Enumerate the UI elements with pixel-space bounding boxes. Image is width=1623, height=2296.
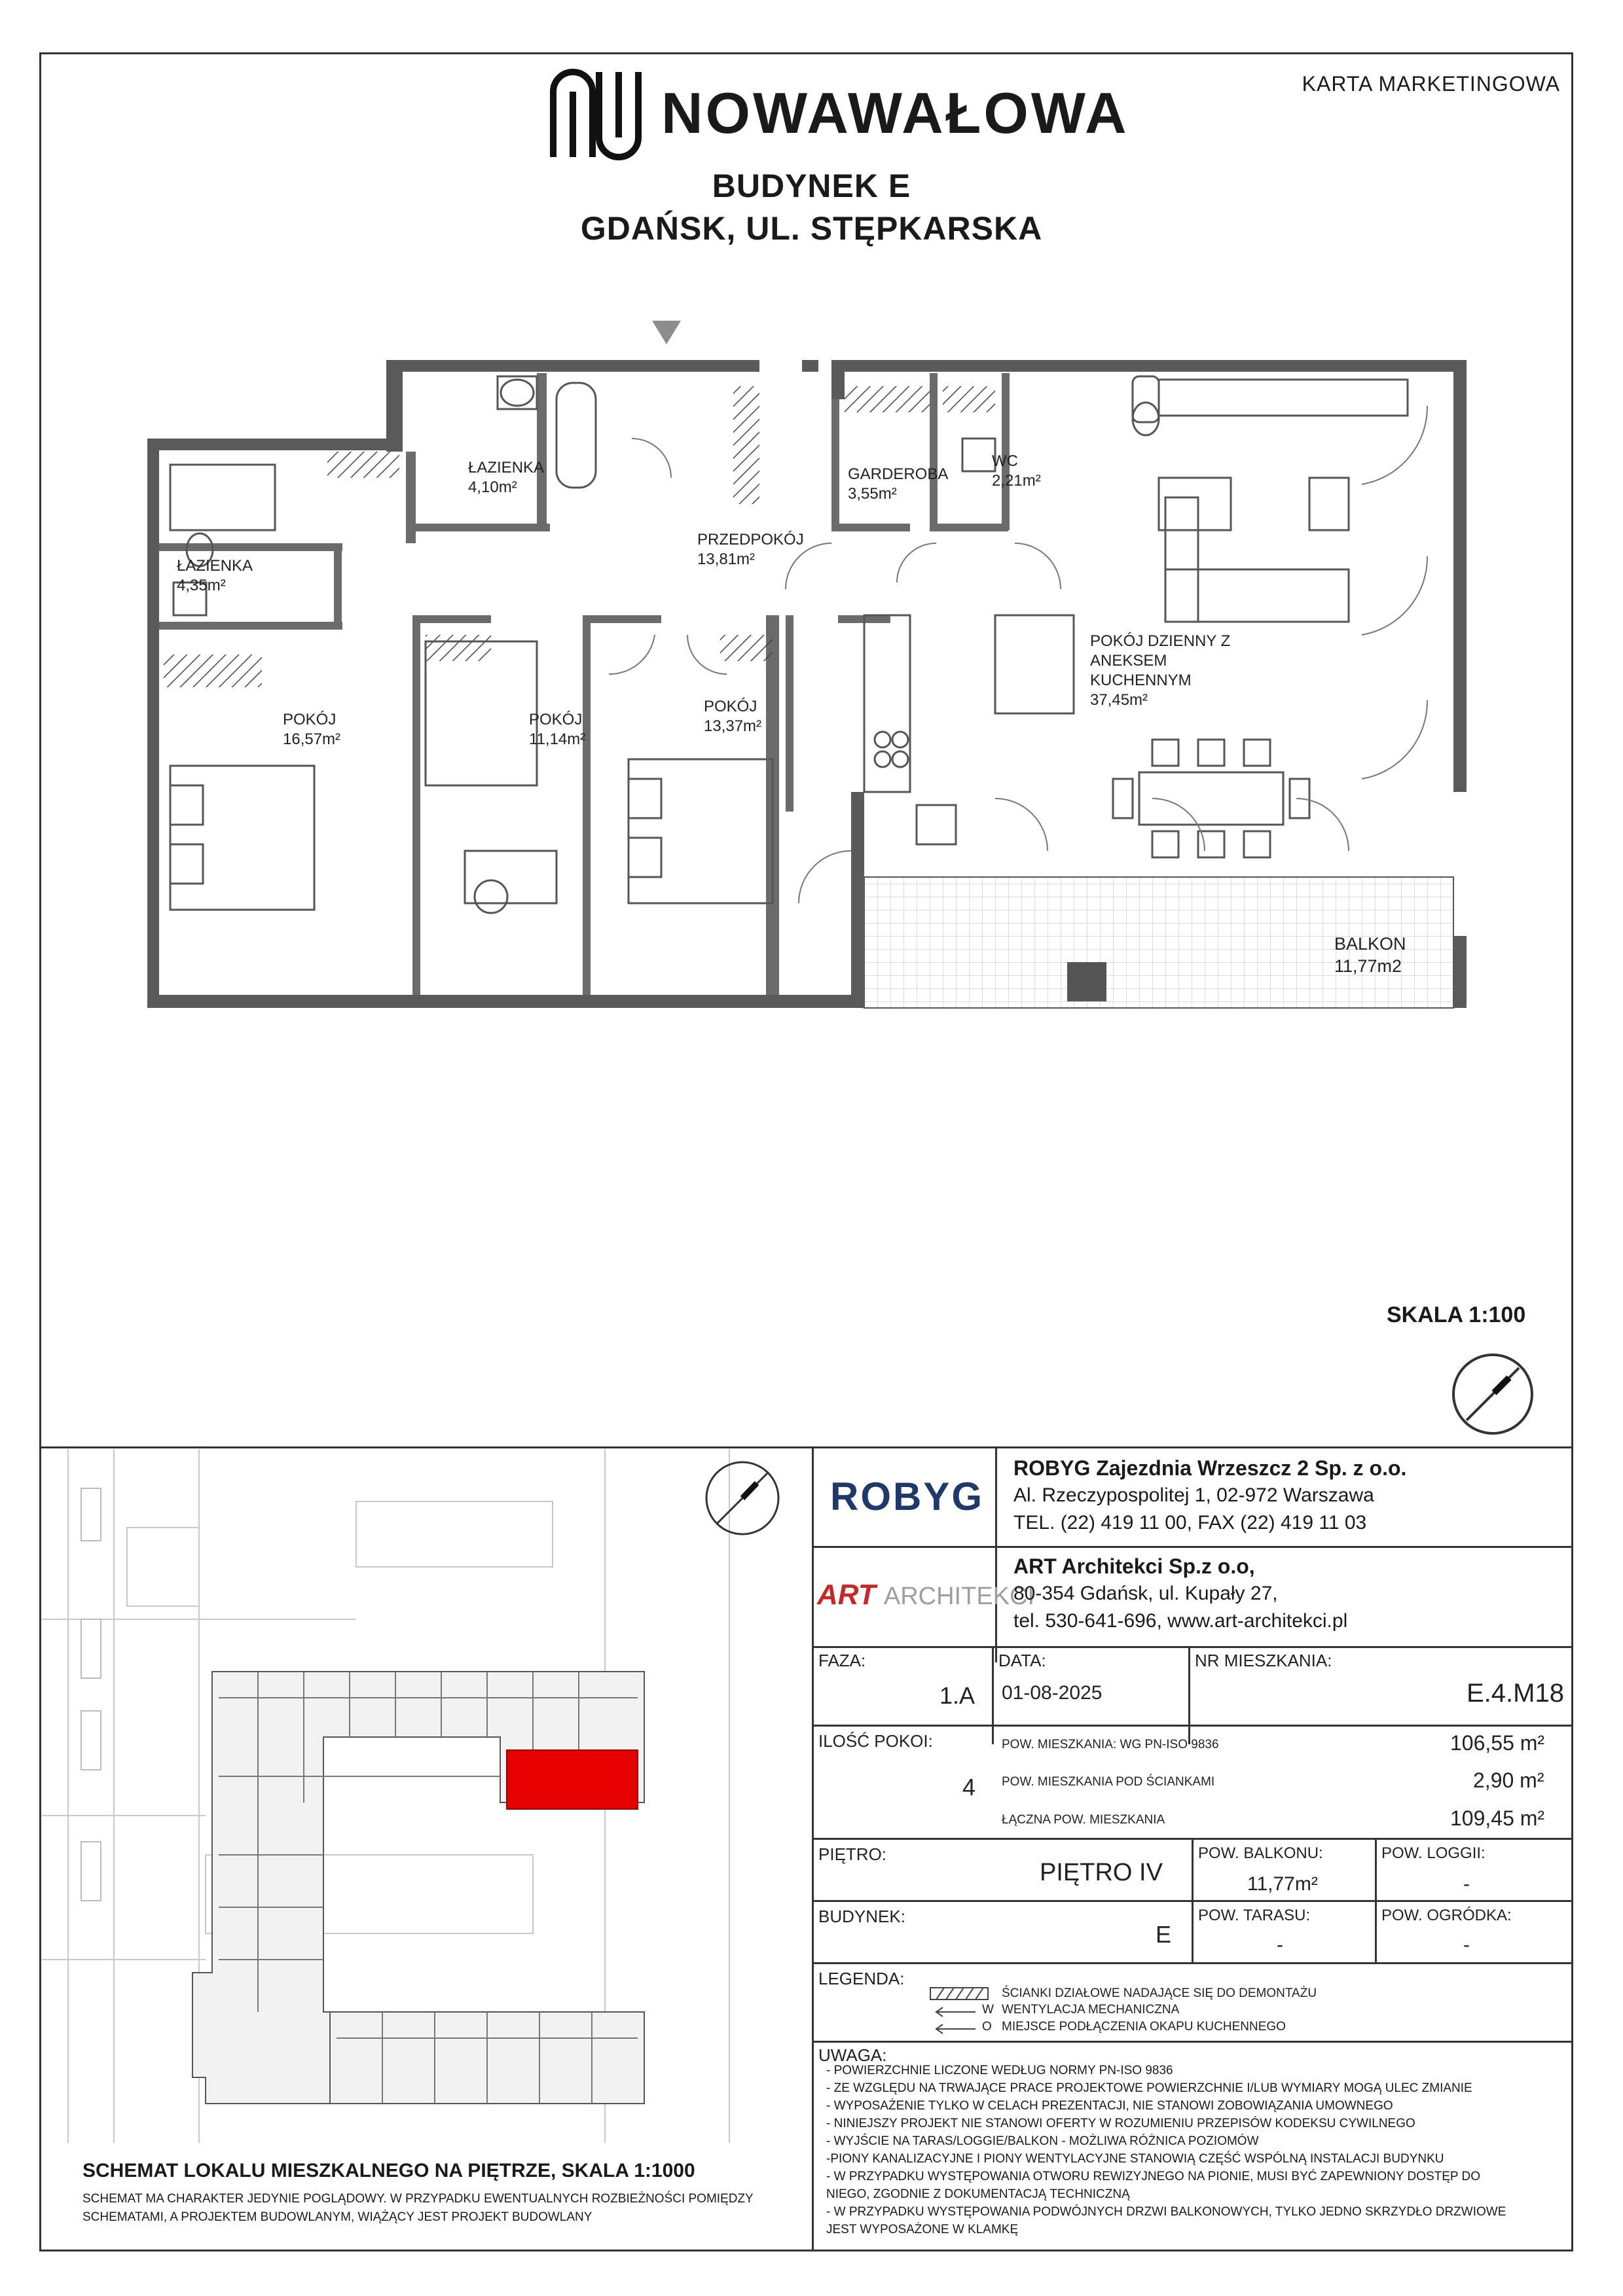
ogrodek-label: POW. OGRÓDKA: — [1381, 1907, 1512, 1924]
floor-plan — [144, 347, 1493, 1014]
pietro-value: PIĘTRO IV — [1040, 1859, 1163, 1886]
robyg-logo: ROBYG — [830, 1475, 985, 1518]
developer-name: ROBYG Zajezdnia Wrzeszcz 2 Sp. z o.o. — [1013, 1456, 1407, 1480]
room-label: GARDEROBA 3,55m² — [848, 465, 949, 503]
row-divider — [812, 1546, 1573, 1548]
developer-address: Al. Rzeczypospolitej 1, 02-972 Warszawa — [1013, 1484, 1374, 1506]
legend-title: LEGENDA: — [818, 1969, 905, 1988]
room-label: PRZEDPOKÓJ 13,81m² — [697, 531, 804, 568]
architect-name: ART Architekci Sp.z o.o, — [1013, 1554, 1255, 1578]
uwagi-line: - WYJŚCIE NA TARAS/LOGGIE/BALKON - MOŻLIWA RÓŻNICA POZIOMÓW — [826, 2134, 1259, 2148]
uwagi-line: - ZE WZGLĘDU NA TRWAJĄCE PRACE PROJEKTOWE POWIERZCHNIE I/LUB WYMIARY MOGĄ ULEC ZMIANIE — [826, 2081, 1472, 2095]
budynek-value: E — [1156, 1921, 1172, 1948]
room-label: POKÓJ DZIENNY Z ANEKSEM KUCHENNYM 37,45m² — [1090, 632, 1231, 709]
pow3-value: 109,45 m² — [1450, 1806, 1545, 1830]
balkon-value: 11,77m² — [1247, 1873, 1318, 1895]
brand-logo-icon — [540, 65, 651, 164]
legend-w: W — [982, 2003, 994, 2017]
pietro-label: PIĘTRO: — [818, 1844, 887, 1864]
uwagi-line: - POWIERZCHNIE LICZONE WEDŁUG NORMY PN-ISO 9836 — [826, 2064, 1173, 2077]
taras-value: - — [1277, 1934, 1283, 1956]
karta-label: KARTA MARKETINGOWA — [1302, 72, 1560, 96]
data-value: 01-08-2025 — [1002, 1682, 1103, 1704]
legend-item: WENTYLACJA MECHANICZNA — [1002, 2003, 1180, 2017]
row-divider — [812, 1725, 1573, 1727]
address-title: GDAŃSK, UL. STĘPKARSKA — [580, 210, 1043, 247]
room-label: BALKON 11,77m2 — [1334, 934, 1406, 976]
uwagi-line: -PIONY KANALIZACYJNE I PIONY WENTYLACYJNE STANOWIĄ CZĘŚĆ WSPÓLNĄ INSTALACJI BUDYNKU — [826, 2152, 1444, 2166]
room-label: WC 2,21m² — [992, 452, 1041, 490]
nr-label: NR MIESZKANIA: — [1195, 1651, 1332, 1670]
cell-divider — [992, 1646, 994, 1744]
pow2-value: 2,90 m² — [1473, 1768, 1544, 1792]
ventilation-legend-icon — [930, 2005, 982, 2018]
room-label: POKÓJ 11,14m² — [529, 711, 586, 748]
balkon-label: POW. BALKONU: — [1198, 1844, 1323, 1862]
column-divider — [812, 1446, 814, 2251]
logo-divider — [995, 1446, 997, 1662]
legend-item: MIEJSCE PODŁĄCZENIA OKAPU KUCHENNEGO — [1002, 2020, 1286, 2034]
uwagi-line: - WYPOSAŻENIE TYLKO W CELACH PREZENTACJI, NIE STANOWI ZOBOWIĄZANIA UMOWNEGO — [826, 2099, 1393, 2113]
site-schema — [42, 1449, 811, 2143]
section-divider — [39, 1446, 1573, 1448]
row-divider — [812, 1646, 1573, 1648]
legend-item: ŚCIANKI DZIAŁOWE NADAJĄCE SIĘ DO DEMONTAŻU — [1002, 1986, 1317, 2000]
loggia-value: - — [1463, 1873, 1470, 1895]
uwagi-title: UWAGA: — [818, 2045, 887, 2065]
pow1-value: 106,55 m² — [1450, 1731, 1545, 1755]
uwagi-list — [826, 2062, 1520, 2238]
art-logo: ART ARCHITEKCI — [817, 1579, 1035, 1611]
scale-label: SKALA 1:100 — [1387, 1302, 1526, 1327]
entrance-marker-icon — [652, 321, 681, 347]
developer-phone: TEL. (22) 419 11 00, FAX (22) 419 11 03 — [1013, 1512, 1367, 1534]
budynek-label: BUDYNEK: — [818, 1907, 905, 1926]
compass-icon — [1447, 1348, 1539, 1440]
nr-value: E.4.M18 — [1467, 1679, 1564, 1708]
faza-value: 1.A — [939, 1682, 976, 1709]
ilosc-label: ILOŚĆ POKOI: — [818, 1731, 933, 1751]
schemat-note: SCHEMAT MA CHARAKTER JEDYNIE POGLĄDOWY. W PRZYPADKU EWENTUALNYCH ROZBIEŻNOŚCI POMIĘDZY SCHEMATAMI, A PROJEKTEM BUDOWLANYM, WIĄŻĄCY JEST PROJEKT BUDOWLANY — [82, 2192, 754, 2224]
data-label: DATA: — [998, 1651, 1046, 1670]
schemat-title: SCHEMAT LOKALU MIESZKALNEGO NA PIĘTRZE, SKALA 1:1000 — [82, 2160, 695, 2181]
row-divider — [812, 2041, 1573, 2043]
pow1-label: POW. MIESZKANIA: WG PN-ISO 9836 — [1002, 1738, 1219, 1751]
apartment-highlight — [507, 1750, 638, 1809]
brand-title: NOWAWAŁOWA — [661, 81, 1129, 145]
faza-label: FAZA: — [818, 1651, 866, 1670]
hood-legend-icon — [930, 2022, 982, 2036]
architect-phone: tel. 530-641-696, www.art-architekci.pl — [1013, 1610, 1348, 1632]
room-label: ŁAZIENKA 4,35m² — [177, 557, 253, 594]
row-divider — [812, 1962, 1573, 1964]
uwagi-line: - W PRZYPADKU WYSTĘPOWANIA OTWORU REWIZYJNEGO NA PIONIE, MUSI BYĆ ZAPEWNIONY DOSTĘP DO NIEGO, ZGODNIE Z DOKUMENTACJĄ TECHNICZNĄ — [826, 2170, 1481, 2201]
architect-address: 80-354 Gdańsk, ul. Kupały 27, — [1013, 1583, 1278, 1604]
ogrodek-value: - — [1463, 1934, 1470, 1956]
room-label: POKÓJ 13,37m² — [704, 698, 762, 735]
hatch-legend-icon — [930, 1987, 989, 2000]
loggia-label: POW. LOGGII: — [1381, 1844, 1486, 1862]
taras-label: POW. TARASU: — [1198, 1907, 1311, 1924]
room-label: POKÓJ 16,57m² — [283, 711, 341, 748]
uwagi-line: - W PRZYPADKU WYSTĘPOWANIA PODWÓJNYCH DRZWI BALKONOWYCH, TYLKO JEDNO SKRZYDŁO DRZWIOWE JEST WYPOSAŻONE W KLAMKĘ — [826, 2205, 1506, 2236]
room-label: ŁAZIENKA 4,10m² — [468, 459, 545, 496]
building-title: BUDYNEK E — [712, 168, 911, 204]
row-divider — [812, 1900, 1573, 1902]
uwagi-line: - NINIEJSZY PROJEKT NIE STANOWI OFERTY W ROZUMIENIU PRZEPISÓW KODEKSU CYWILNEGO — [826, 2117, 1415, 2130]
legend-o: O — [982, 2020, 992, 2034]
pow3-label: ŁĄCZNA POW. MIESZKANIA — [1002, 1813, 1165, 1827]
ilosc-value: 4 — [962, 1774, 976, 1801]
pow2-label: POW. MIESZKANIA POD ŚCIANKAMI — [1002, 1775, 1215, 1789]
cell-divider — [1188, 1646, 1190, 1744]
